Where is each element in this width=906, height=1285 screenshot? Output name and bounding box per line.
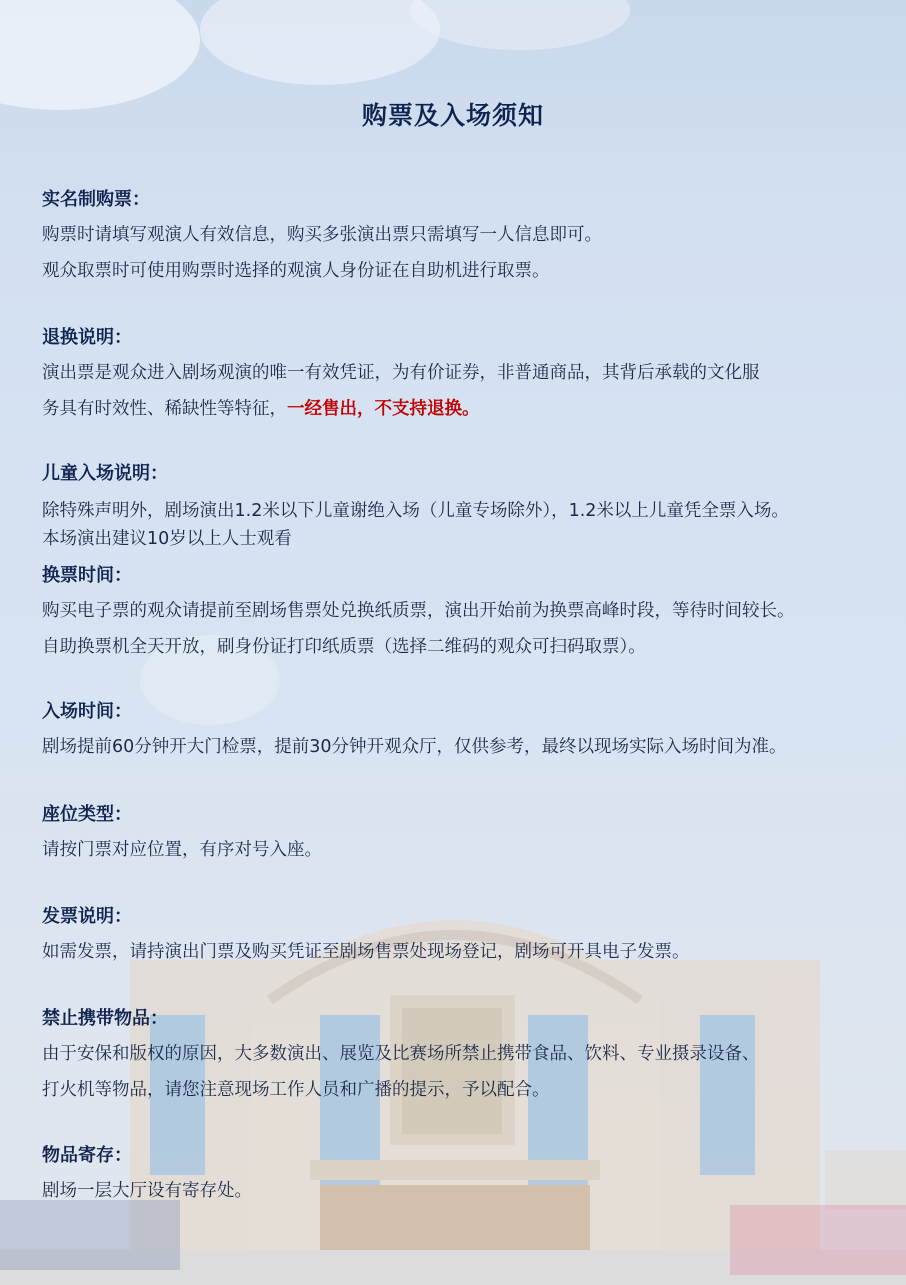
body-text: 自助换票机全天开放，刷身份证打印纸质票（选择二维码的观众可扫码取票）。 (42, 637, 646, 657)
body-text: 剧场提前60分钟开大门检票，提前30分钟开观众厅，仅供参考，最终以现场实际入场时间为准。 (42, 737, 787, 757)
body-text (42, 391, 882, 427)
section-heading: 入场时间： (42, 701, 132, 722)
body-text: 由于安保和版权的原因，大多数演出、展览及比赛场所禁止携带食品、饮料、专业摄录设备、 (42, 1044, 760, 1064)
section-heading: 实名制购票： (42, 189, 150, 210)
section-real-name-purchase (42, 188, 882, 289)
section-entry-time (42, 700, 882, 765)
section-heading: 儿童入场说明： (42, 463, 168, 484)
page-title: 购票及入场须知 (361, 101, 544, 130)
body-text: 请按门票对应位置，有序对号入座。 (42, 840, 322, 860)
body-text: 本场演出建议10岁以上人士观看 (42, 529, 292, 549)
section-storage (42, 1144, 882, 1209)
body-text: 剧场一层大厅设有寄存处。 (42, 1181, 252, 1201)
no-refund-warning: 一经售出，不支持退换。 (287, 399, 480, 419)
section-heading: 禁止携带物品： (42, 1008, 168, 1029)
body-text: 打火机等物品，请您注意现场工作人员和广播的提示，予以配合。 (42, 1080, 550, 1100)
body-text-plain: 务具有时效性、稀缺性等特征， (42, 399, 287, 419)
section-children-admission (42, 462, 882, 553)
section-heading: 退换说明： (42, 327, 132, 348)
body-text: 除特殊声明外，剧场演出1.2米以下儿童谢绝入场（儿童专场除外），1.2米以上儿童凭全票入场。 (42, 501, 789, 521)
body-text: 购买电子票的观众请提前至剧场售票处兑换纸质票，演出开始前为换票高峰时段，等待时间较长。 (42, 601, 795, 621)
section-refund-policy (42, 326, 882, 427)
section-heading: 座位类型： (42, 804, 132, 825)
section-heading: 换票时间： (42, 565, 132, 586)
body-text: 观众取票时可使用购票时选择的观演人身份证在自助机进行取票。 (42, 261, 550, 281)
section-seat-type (42, 803, 882, 868)
body-text: 购票时请填写观演人有效信息，购买多张演出票只需填写一人信息即可。 (42, 225, 602, 245)
section-heading: 物品寄存： (42, 1145, 132, 1166)
section-prohibited-items (42, 1007, 882, 1108)
section-invoice (42, 905, 882, 970)
section-heading: 发票说明： (42, 906, 132, 927)
body-text: 如需发票，请持演出门票及购买凭证至剧场售票处现场登记，剧场可开具电子发票。 (42, 942, 690, 962)
section-ticket-exchange-time (42, 564, 882, 665)
body-text: 演出票是观众进入剧场观演的唯一有效凭证，为有价证券，非普通商品，其背后承载的文化服 (42, 363, 760, 383)
